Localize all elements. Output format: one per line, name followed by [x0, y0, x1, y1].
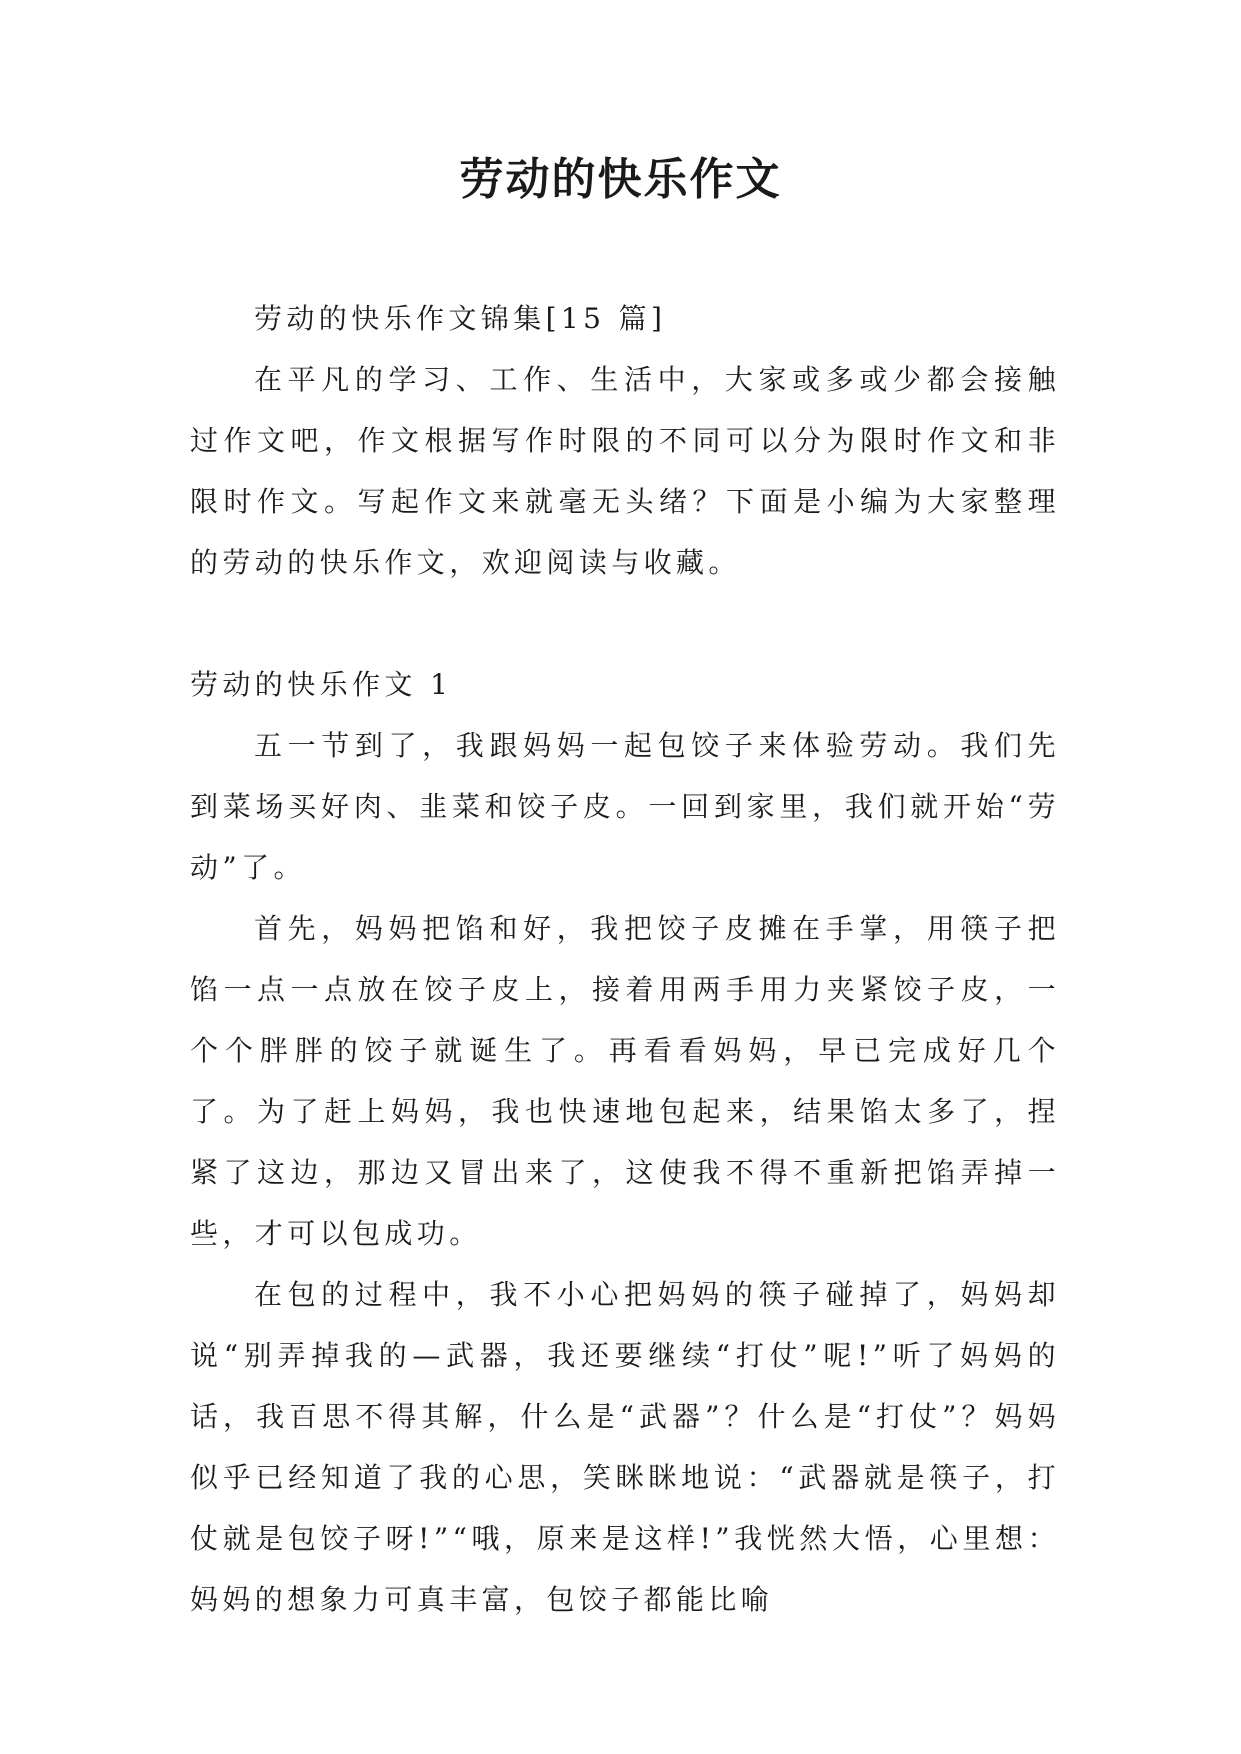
section-1-paragraph-1: 五一节到了，我跟妈妈一起包饺子来体验劳动。我们先到菜场买好肉、韭菜和饺子皮。一回到家里，我们就开始“劳动”了。 — [190, 729, 1060, 884]
collection-title: 劳动的快乐作文锦集[15 篇] — [254, 302, 667, 335]
intro-paragraph: 在平凡的学习、工作、生活中，大家或多或少都会接触过作文吧，作文根据写作时限的不同可以分为限时作文和非限时作文。写起作文来就毫无头绪？下面是小编为大家整理的劳动的快乐作文，欢迎阅读与收藏。 — [190, 363, 1060, 579]
section-1-paragraph-2: 首先，妈妈把馅和好，我把饺子皮摊在手掌，用筷子把馅一点一点放在饺子皮上，接着用两手用力夹紧饺子皮，一个个胖胖的饺子就诞生了。再看看妈妈，早已完成好几个了。为了赶上妈妈，我也快速地包起来，结果馅太多了，捏紧了这边，那边又冒出来了，这使我不得不重新把馅弄掉一些，才可以包成功。 — [190, 912, 1060, 1250]
section-1-paragraph-3: 在包的过程中，我不小心把妈妈的筷子碰掉了，妈妈却说“别弄掉我的—武器，我还要继续“打仗”呢!”听了妈妈的话，我百思不得其解，什么是“武器”？什么是“打仗”？妈妈似乎已经知道了我的心思，笑眯眯地说：“武器就是筷子，打仗就是包饺子呀!”“哦，原来是这样!”我恍然大悟，心里想：妈妈的想象力可真丰富，包饺子都能比喻 — [190, 1278, 1060, 1616]
document-title: 劳动的快乐作文 — [459, 154, 782, 205]
section-heading-1: 劳动的快乐作文 1 — [190, 668, 453, 701]
document-body — [190, 288, 1060, 1630]
